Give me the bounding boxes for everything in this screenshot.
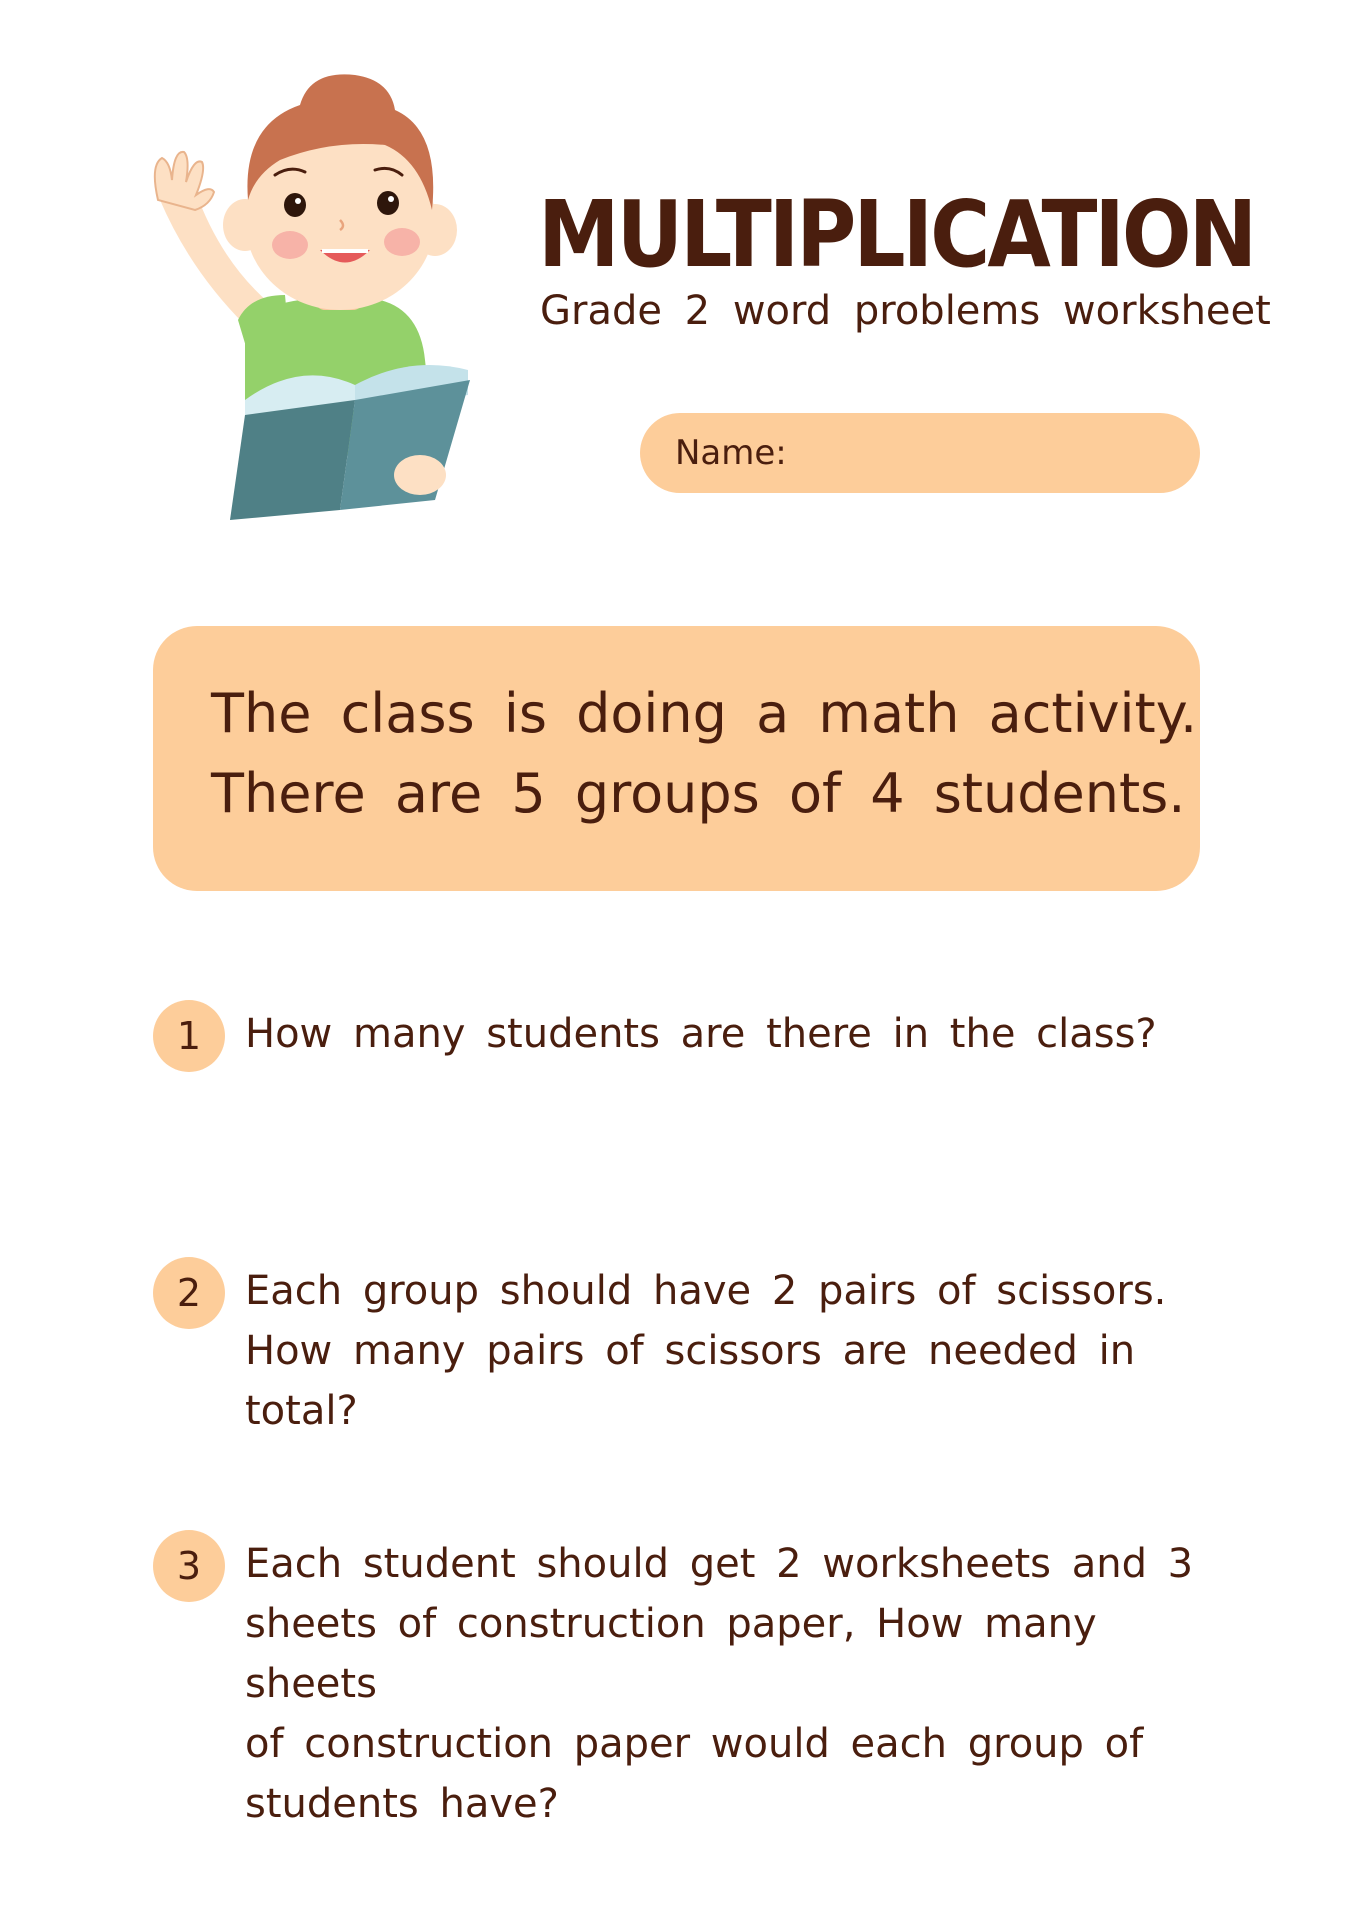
- question-number-badge: 3: [153, 1530, 225, 1602]
- question-text: How many students are there in the class?: [245, 1011, 1157, 1057]
- boy-reading-book-waving-icon: [150, 70, 500, 520]
- question-number-badge: 1: [153, 1000, 225, 1072]
- scenario-line: There are 5 groups of 4 students.: [211, 762, 1186, 825]
- name-label: Name:: [675, 433, 787, 473]
- worksheet-subtitle: Grade 2 word problems worksheet: [540, 288, 1271, 334]
- name-field[interactable]: [640, 413, 1200, 493]
- scenario-line: The class is doing a math activity.: [211, 682, 1198, 745]
- question-number-badge: 2: [153, 1257, 225, 1329]
- question-text: Each group should have 2 pairs of scissors. How many pairs of scissors are needed in total?: [245, 1268, 1167, 1434]
- worksheet-title: MULTIPLICATION: [538, 182, 1255, 289]
- scenario-box: [153, 626, 1200, 891]
- question-text: Each student should get 2 worksheets and 3 sheets of construction paper, How many sheets of construction paper would each group of students have?: [245, 1541, 1194, 1827]
